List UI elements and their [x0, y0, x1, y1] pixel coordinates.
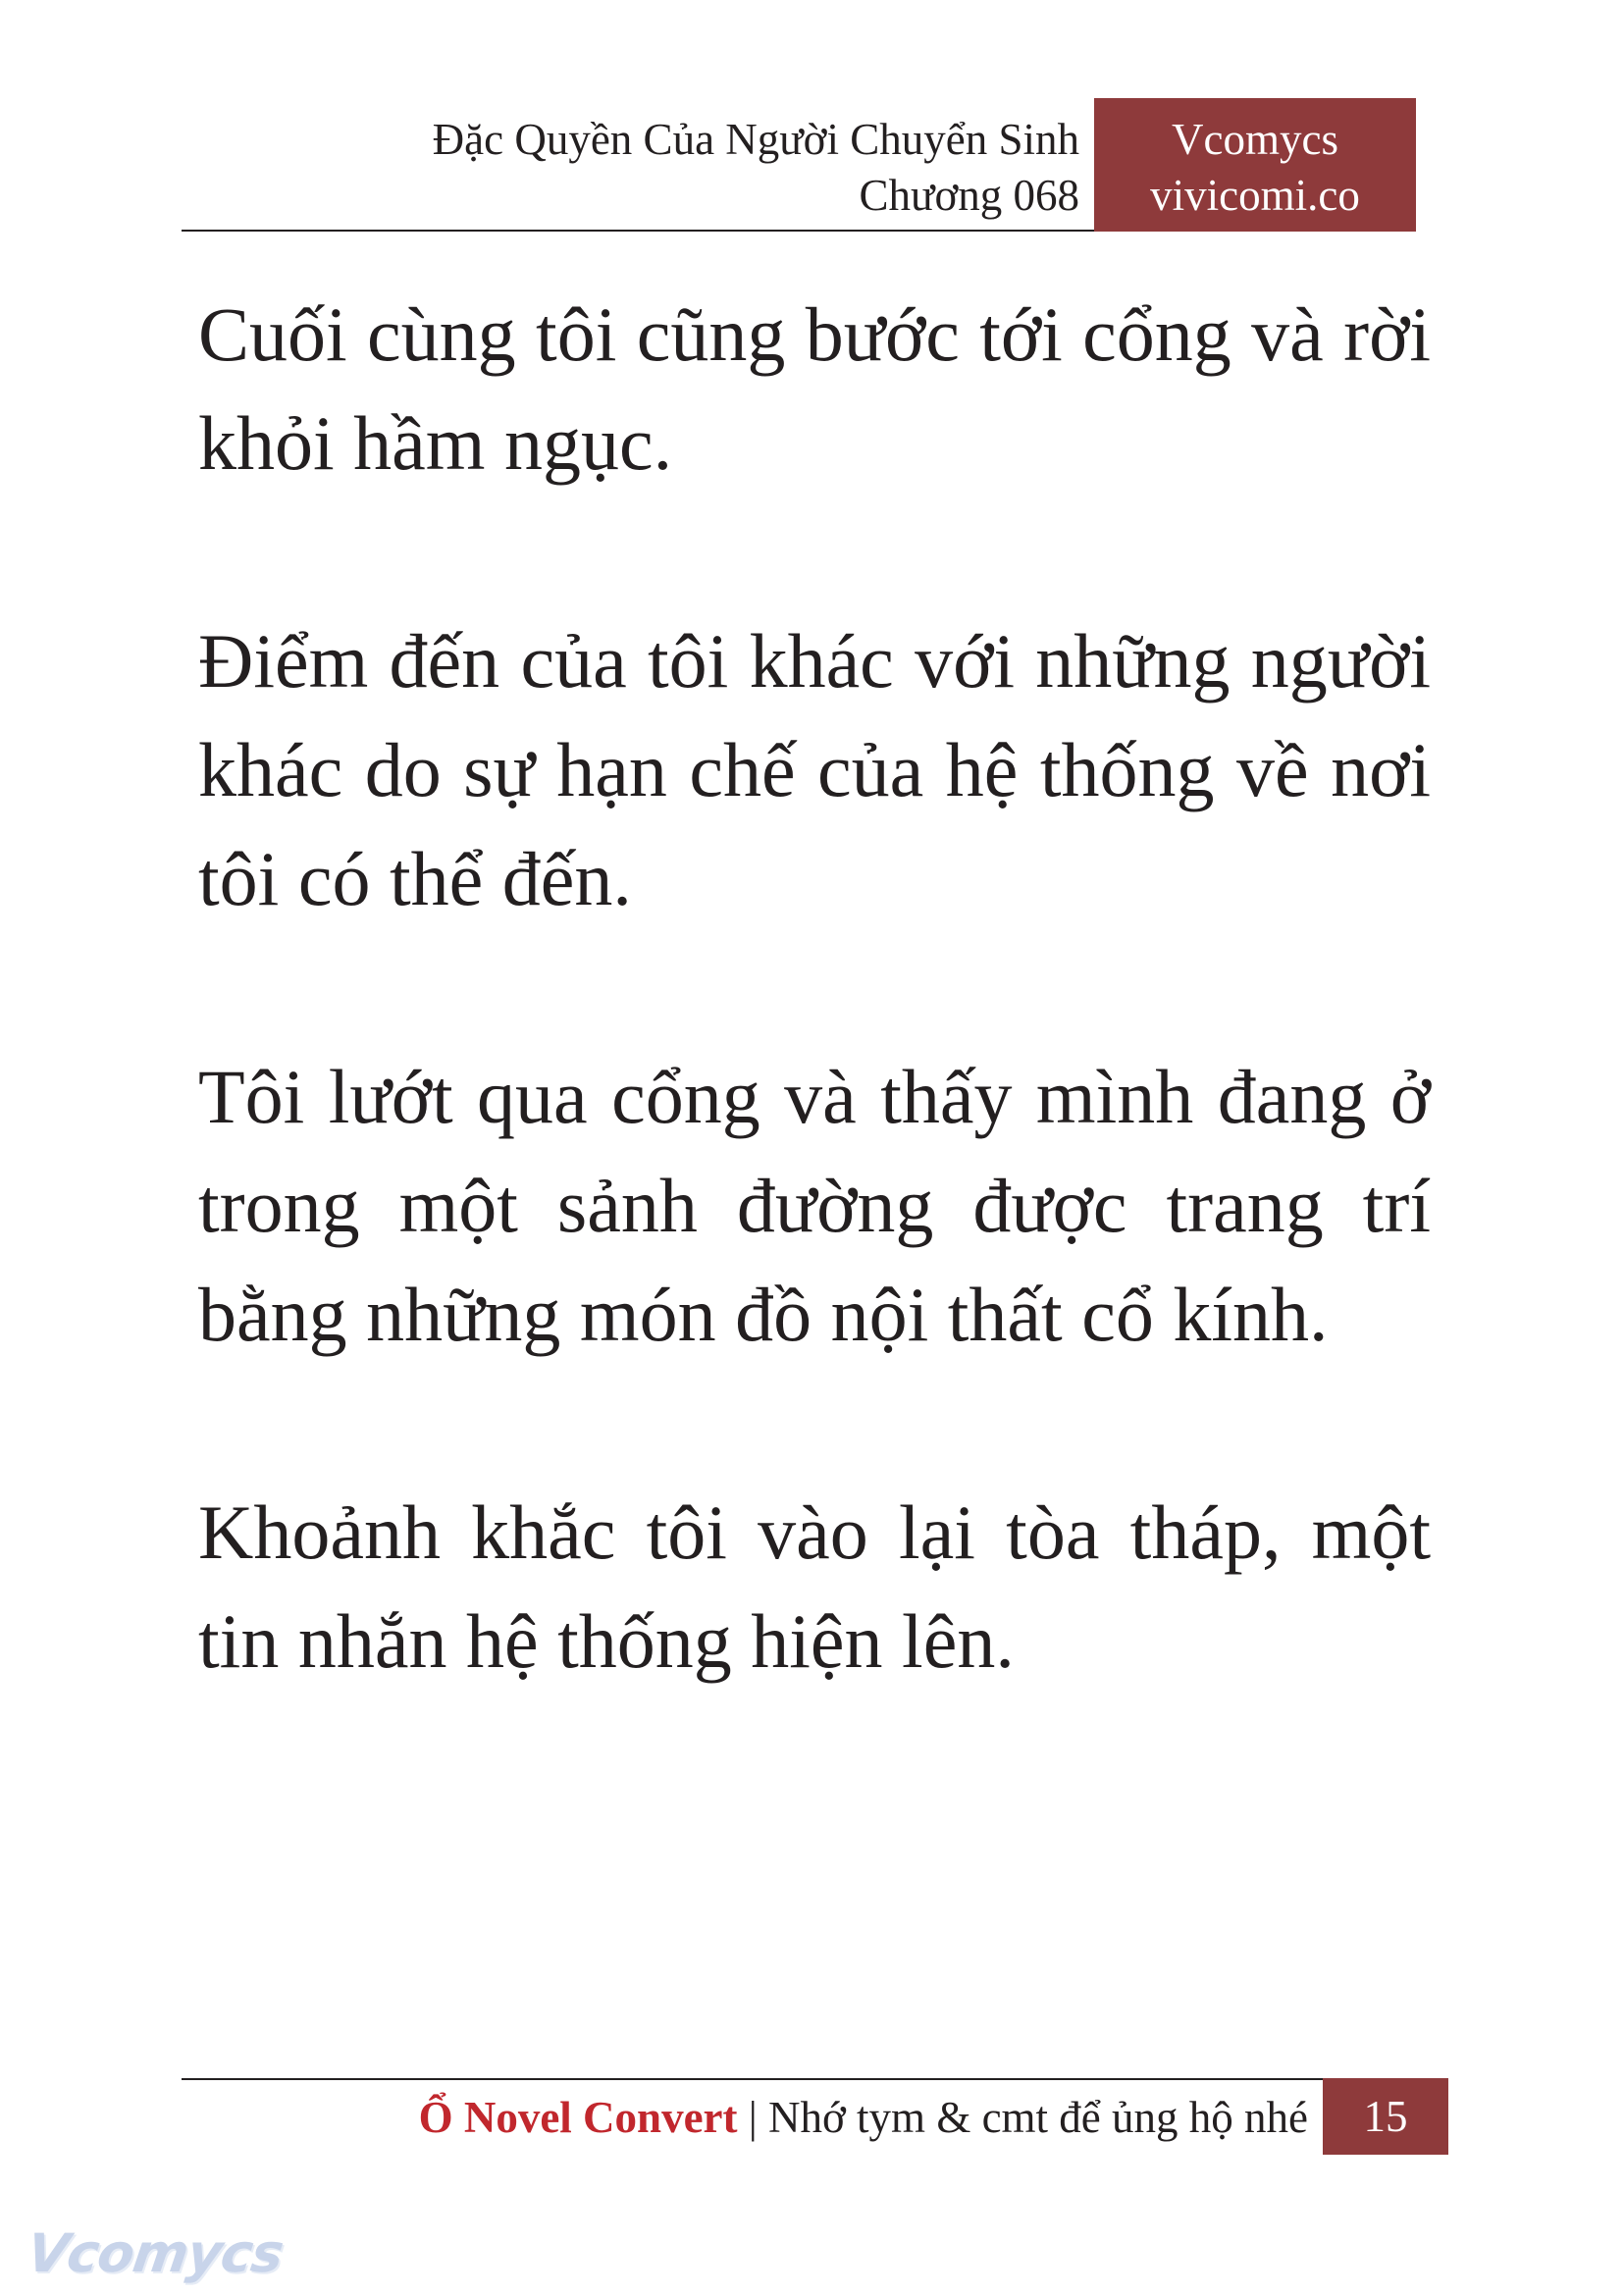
- brand-box: [1094, 98, 1416, 232]
- page-number: 15: [1323, 2078, 1448, 2155]
- paragraph: Điểm đến của tôi khác với những người khác do sự hạn chế của hệ thống về nơi tôi có thể đến.: [198, 618, 1431, 921]
- footer-separator: |: [748, 2093, 758, 2142]
- story-body: [198, 280, 1431, 1804]
- footer-divider: [182, 2078, 1323, 2080]
- brand-site: vivicomi.co: [1150, 171, 1360, 220]
- footer-brand: Ổ Novel Convert: [418, 2093, 738, 2142]
- page-header: [182, 98, 1416, 232]
- book-title: Đặc Quyền Của Người Chuyển Sinh: [432, 115, 1079, 164]
- paragraph: Cuối cùng tôi cũng bước tới cổng và rời khỏi hầm ngục.: [198, 291, 1431, 486]
- brand-name: Vcomycs: [1172, 115, 1338, 164]
- footer-message: Nhớ tym & cmt để ủng hộ nhé: [768, 2093, 1308, 2142]
- header-divider: [182, 230, 1094, 232]
- paragraph: Khoảnh khắc tôi vào lại tòa tháp, một tin nhắn hệ thống hiện lên.: [198, 1489, 1431, 1684]
- page-footer: [182, 2088, 1308, 2147]
- header-titles: [182, 112, 1079, 224]
- paragraph: Tôi lướt qua cổng và thấy mình đang ở trong một sảnh đường được trang trí bằng những món đồ nội thất cổ kính.: [198, 1054, 1431, 1357]
- watermark-logo: Vcomycs: [23, 2222, 288, 2284]
- chapter-label: Chương 068: [859, 171, 1079, 220]
